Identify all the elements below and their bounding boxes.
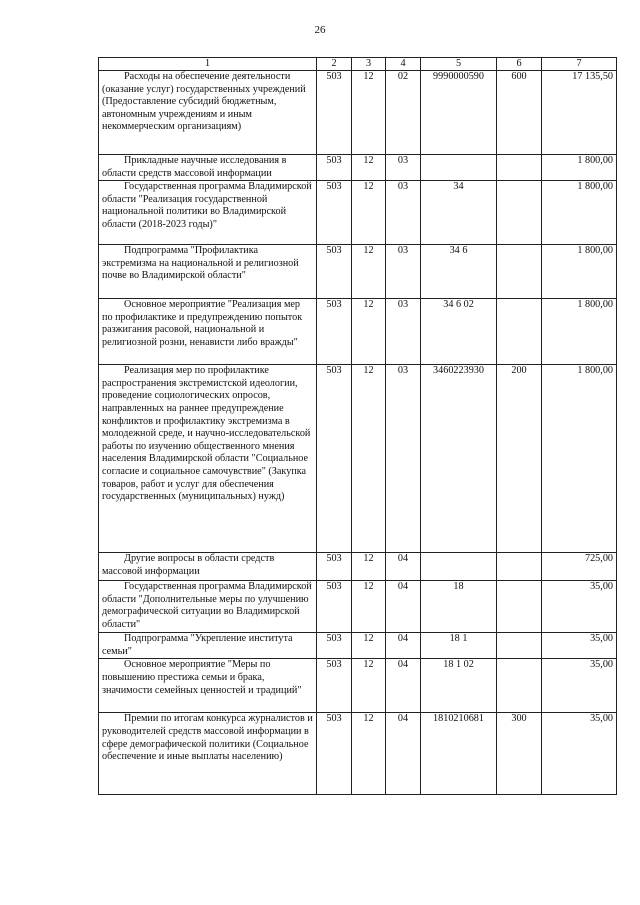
cell-col6 xyxy=(497,245,542,299)
cell-col5: 9990000590 xyxy=(421,71,497,155)
row-name: Государственная программа Владимирской области "Дополнительные меры по улучшению демографической ситуации во Владимирской области" xyxy=(99,581,317,633)
cell-amount: 1 800,00 xyxy=(542,245,617,299)
row-name: Другие вопросы в области средств массовой информации xyxy=(99,553,317,581)
cell-col2: 503 xyxy=(317,71,352,155)
cell-col2: 503 xyxy=(317,245,352,299)
row-name: Государственная программа Владимирской области "Реализация государственной национальной политики во Владимирской области (2018-2023 годы)" xyxy=(99,181,317,245)
cell-col3: 12 xyxy=(352,553,386,581)
cell-col2: 503 xyxy=(317,659,352,713)
cell-col3: 12 xyxy=(352,155,386,181)
cell-col5: 34 6 xyxy=(421,245,497,299)
cell-col4: 03 xyxy=(386,181,421,245)
cell-col6 xyxy=(497,581,542,633)
cell-col3: 12 xyxy=(352,299,386,365)
table-row xyxy=(99,581,617,633)
column-number: 4 xyxy=(386,58,421,71)
table-row xyxy=(99,713,617,795)
cell-col3: 12 xyxy=(352,245,386,299)
cell-col5: 34 6 02 xyxy=(421,299,497,365)
cell-col6: 600 xyxy=(497,71,542,155)
table-row xyxy=(99,365,617,553)
cell-col5 xyxy=(421,155,497,181)
cell-col3: 12 xyxy=(352,365,386,553)
cell-amount: 1 800,00 xyxy=(542,365,617,553)
cell-col5: 3460223930 xyxy=(421,365,497,553)
row-name: Основное мероприятие "Реализация мер по профилактике и предупреждению попыток разжигания расовой, национальной и религиозной розни, ненависти либо вражды" xyxy=(99,299,317,365)
cell-col4: 02 xyxy=(386,71,421,155)
table-row xyxy=(99,71,617,155)
cell-col3: 12 xyxy=(352,181,386,245)
cell-amount: 35,00 xyxy=(542,581,617,633)
column-number: 5 xyxy=(421,58,497,71)
table-row xyxy=(99,633,617,659)
row-name: Прикладные научные исследования в области средств массовой информации xyxy=(99,155,317,181)
row-name: Основное мероприятие "Меры по повышению престижа семьи и брака, значимости семейных ценностей и традиций" xyxy=(99,659,317,713)
cell-col2: 503 xyxy=(317,633,352,659)
cell-col4: 03 xyxy=(386,245,421,299)
cell-col4: 04 xyxy=(386,581,421,633)
cell-col2: 503 xyxy=(317,155,352,181)
cell-col4: 04 xyxy=(386,553,421,581)
cell-col2: 503 xyxy=(317,581,352,633)
cell-col2: 503 xyxy=(317,713,352,795)
column-number: 6 xyxy=(497,58,542,71)
cell-amount: 725,00 xyxy=(542,553,617,581)
budget-table xyxy=(98,57,617,795)
cell-col6 xyxy=(497,659,542,713)
page-number: 26 xyxy=(314,24,326,36)
cell-col5: 34 xyxy=(421,181,497,245)
table-row xyxy=(99,659,617,713)
cell-col2: 503 xyxy=(317,181,352,245)
cell-col3: 12 xyxy=(352,581,386,633)
table-row xyxy=(99,553,617,581)
cell-col4: 04 xyxy=(386,633,421,659)
cell-amount: 1 800,00 xyxy=(542,299,617,365)
cell-amount: 35,00 xyxy=(542,633,617,659)
cell-col4: 03 xyxy=(386,155,421,181)
cell-amount: 35,00 xyxy=(542,713,617,795)
cell-col6 xyxy=(497,299,542,365)
cell-col5: 18 1 xyxy=(421,633,497,659)
table-row xyxy=(99,155,617,181)
table-row xyxy=(99,181,617,245)
row-name: Премии по итогам конкурса журналистов и руководителей средств массовой информации в сфере демографической политики (Социальное обеспечение и иные выплаты населению) xyxy=(99,713,317,795)
cell-col6 xyxy=(497,553,542,581)
table-row xyxy=(99,245,617,299)
cell-col6: 300 xyxy=(497,713,542,795)
cell-col5 xyxy=(421,553,497,581)
column-number: 3 xyxy=(352,58,386,71)
cell-amount: 35,00 xyxy=(542,659,617,713)
column-number-row xyxy=(99,58,617,71)
cell-col5: 18 xyxy=(421,581,497,633)
cell-col3: 12 xyxy=(352,659,386,713)
row-name: Подпрограмма "Профилактика экстремизма на национальной и религиозной почве во Владимирской области" xyxy=(99,245,317,299)
row-name: Подпрограмма "Укрепление института семьи" xyxy=(99,633,317,659)
cell-amount: 17 135,50 xyxy=(542,71,617,155)
cell-col6: 200 xyxy=(497,365,542,553)
cell-col2: 503 xyxy=(317,365,352,553)
cell-amount: 1 800,00 xyxy=(542,181,617,245)
cell-col4: 03 xyxy=(386,365,421,553)
cell-col5: 1810210681 xyxy=(421,713,497,795)
cell-col6 xyxy=(497,155,542,181)
row-name: Реализация мер по профилактике распространения экстремистской идеологии, проведение социологических опросов, направленных на раннее предупреждение конфликтов и профилактику экстремизма в молодежной среде, и научно-исследовательской работы по изучению общественного мнения населения Владимирской области "Социальное согласие и социальное самочувствие" (Закупка товаров, работ и услуг для обеспечения государственных (муниципальных) нужд) xyxy=(99,365,317,553)
table-row xyxy=(99,299,617,365)
row-name: Расходы на обеспечение деятельности (оказание услуг) государственных учреждений (Предоставление субсидий бюджетным, автономным учреждениям и иным некоммерческим организациям) xyxy=(99,71,317,155)
cell-col3: 12 xyxy=(352,633,386,659)
cell-col4: 04 xyxy=(386,659,421,713)
cell-col3: 12 xyxy=(352,71,386,155)
cell-col2: 503 xyxy=(317,553,352,581)
cell-col2: 503 xyxy=(317,299,352,365)
cell-col4: 03 xyxy=(386,299,421,365)
column-number: 1 xyxy=(99,58,317,71)
cell-col6 xyxy=(497,633,542,659)
column-number: 2 xyxy=(317,58,352,71)
cell-col4: 04 xyxy=(386,713,421,795)
cell-col3: 12 xyxy=(352,713,386,795)
cell-amount: 1 800,00 xyxy=(542,155,617,181)
cell-col6 xyxy=(497,181,542,245)
column-number: 7 xyxy=(542,58,617,71)
cell-col5: 18 1 02 xyxy=(421,659,497,713)
